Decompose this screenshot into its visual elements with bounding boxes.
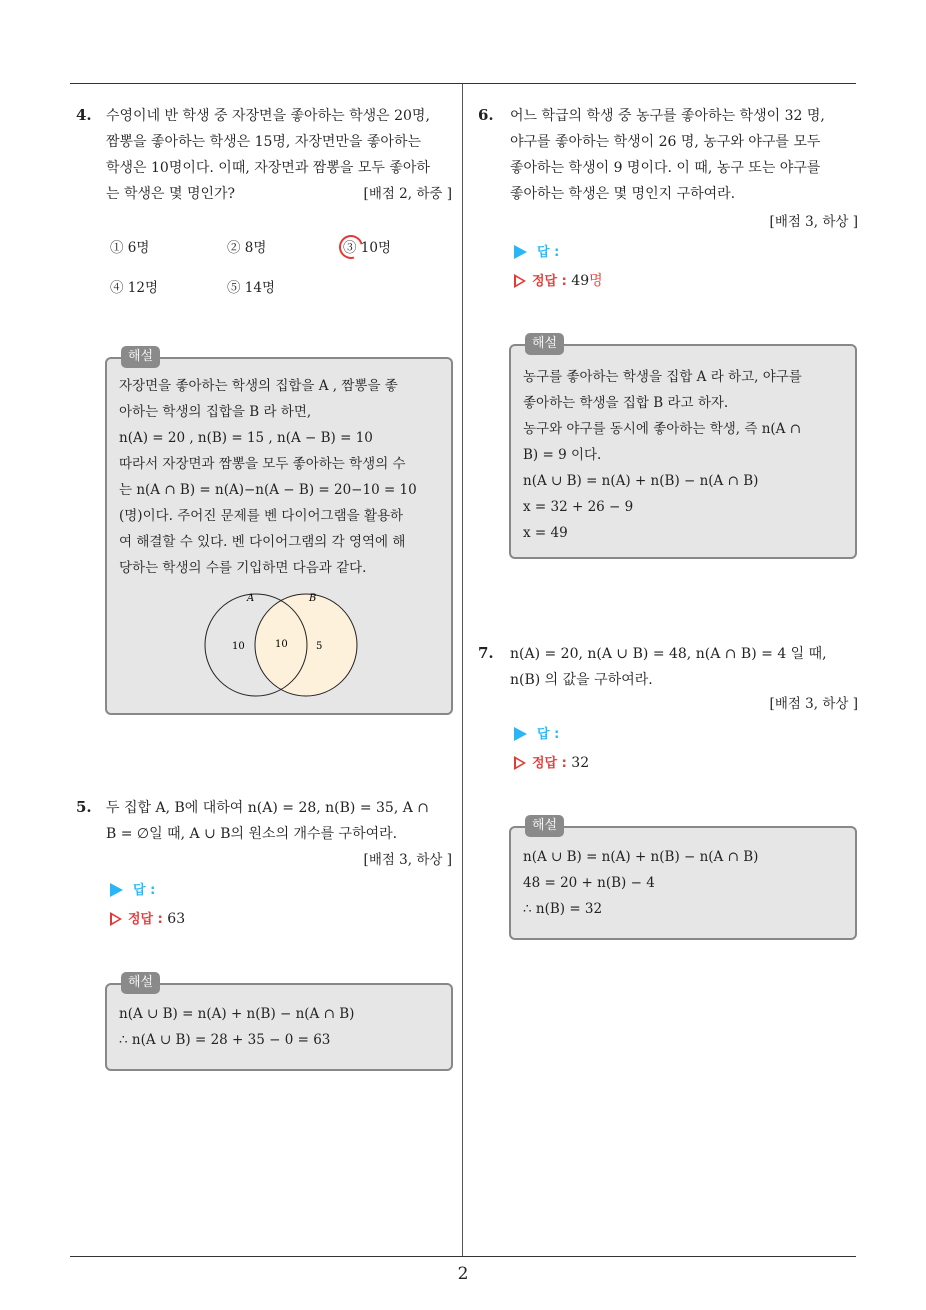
problem-6-line: 야구를 좋아하는 학생이 26 명, 농구와 야구를 모두 (510, 134, 821, 150)
problem-7-line: n(B) 의 값을 구하여라. (510, 672, 653, 688)
correct-label: 정답 : (532, 756, 567, 771)
solution-line: n(A ∪ B) = n(A) + n(B) − n(A ∩ B) (523, 849, 759, 865)
problem-6-number: 6. (478, 106, 494, 124)
problem-6-points: [배점 3, 하상 ] (769, 214, 858, 230)
problem-4-solution-box (105, 349, 453, 715)
solution-line: 농구와 야구를 동시에 좋아하는 학생, 즉 n(A ∩ (523, 421, 802, 437)
problem-5-correct-row (110, 908, 185, 927)
problem-4-line: 수영이네 반 학생 중 자장면을 좋아하는 학생은 20명, (106, 108, 430, 124)
problem-7-correct-row (514, 752, 589, 771)
solution-line: 당하는 학생의 수를 기입하면 다음과 같다. (119, 560, 367, 576)
problem-7-line: n(A) = 20, n(A ∪ B) = 48, n(A ∩ B) = 4 일 때, (510, 646, 827, 662)
play-triangle-icon (514, 245, 527, 259)
problem-5-solution-text (119, 1001, 441, 1053)
problem-4-line: 짬뽕을 좋아하는 학생은 15명, 자장면만을 좋아하는 (106, 134, 421, 150)
problem-7-solution-box (509, 818, 857, 940)
solution-line: B) = 9 이다. (523, 447, 602, 463)
problem-4-solution-text (119, 373, 441, 581)
venn-diagram (199, 591, 369, 701)
solution-line: n(A) = 20 , n(B) = 15 , n(A − B) = 10 (119, 430, 373, 446)
correct-label: 정답 : (128, 912, 163, 927)
problem-7-solution-text (523, 844, 845, 922)
choice-3[interactable]: ③ 10명 (343, 240, 392, 256)
top-rule (70, 83, 856, 84)
solution-tag: 해설 (121, 346, 160, 368)
choice-1[interactable]: ① 6명 (110, 240, 150, 256)
choice-2[interactable]: ② 8명 (227, 240, 267, 256)
answer-label: 답 : (537, 727, 560, 742)
problem-6-line: 좋아하는 학생이 9 명이다. 이 때, 농구 또는 야구를 (510, 160, 821, 176)
answer-label: 답 : (537, 245, 560, 260)
solution-line: (명)이다. 주어진 문제를 벤 다이어그램을 활용하 (119, 508, 404, 524)
solution-line: 좋아하는 학생을 집합 B 라고 하자. (523, 395, 729, 411)
problem-7-text (510, 641, 860, 693)
problem-6-answer-row (514, 241, 559, 260)
problem-4-points: [배점 2, 하중 ] (363, 186, 452, 202)
solution-line: ∴ n(B) = 32 (523, 901, 603, 917)
solution-line: x = 32 + 26 − 9 (523, 499, 634, 515)
page-number: 2 (457, 1264, 469, 1284)
correct-label: 정답 : (532, 274, 567, 289)
answer-label: 답 : (133, 883, 156, 898)
correct-value: 49 (571, 273, 590, 289)
choice-4[interactable]: ④ 12명 (110, 280, 159, 296)
problem-6-solution-text (523, 364, 845, 546)
problem-7-answer-row (514, 723, 559, 742)
problem-5-solution-box (105, 975, 453, 1071)
correct-value: 63 (167, 911, 186, 927)
problem-5-text (106, 795, 456, 847)
solution-line: 자장면을 좋아하는 학생의 집합을 A , 짬뽕을 좋 (119, 378, 398, 394)
solution-line: n(A ∪ B) = n(A) + n(B) − n(A ∩ B) (523, 473, 759, 489)
solution-line: n(A ∪ B) = n(A) + n(B) − n(A ∩ B) (119, 1006, 355, 1022)
solution-line: 아하는 학생의 집합을 B 라 하면, (119, 404, 312, 420)
choice-5[interactable]: ⑤ 14명 (227, 280, 276, 296)
outline-triangle-icon (514, 756, 526, 770)
solution-line: 48 = 20 + n(B) − 4 (523, 875, 655, 891)
play-triangle-icon (110, 883, 123, 897)
problem-6-text (510, 103, 860, 207)
solution-line: x = 49 (523, 525, 568, 541)
outline-triangle-icon (514, 274, 526, 288)
solution-line: 여 해결할 수 있다. 벤 다이어그램의 각 영역에 해 (119, 534, 406, 550)
solution-tag: 해설 (525, 815, 564, 837)
solution-tag: 해설 (121, 972, 160, 994)
problem-6-solution-box (509, 336, 857, 559)
problem-4-line: 학생은 10명이다. 이때, 자장면과 짬뽕을 모두 좋아하 (106, 160, 430, 176)
problem-6-line: 좋아하는 학생은 몇 명인지 구하여라. (510, 186, 736, 202)
outline-triangle-icon (110, 912, 122, 926)
solution-line: 따라서 자장면과 짬뽕을 모두 좋아하는 학생의 수 (119, 456, 406, 472)
solution-line: ∴ n(A ∪ B) = 28 + 35 − 0 = 63 (119, 1032, 331, 1048)
problem-7-number: 7. (478, 644, 494, 662)
problem-5-line: 두 집합 A, B에 대하여 n(A) = 28, n(B) = 35, A ∩ (106, 800, 430, 816)
problem-6-line: 어느 학급의 학생 중 농구를 좋아하는 학생이 32 명, (510, 108, 825, 124)
venn-middle-value: 10 (275, 639, 288, 650)
play-triangle-icon (514, 727, 527, 741)
problem-4-number: 4. (76, 106, 92, 124)
bottom-rule (70, 1256, 856, 1257)
problem-4-line: 는 학생은 몇 명인가? (106, 186, 236, 202)
problem-5-answer-row (110, 879, 155, 898)
solution-line: 는 n(A ∩ B) = n(A)−n(A − B) = 20−10 = 10 (119, 482, 417, 498)
venn-label-b: B (309, 593, 317, 604)
problem-7-points: [배점 3, 하상 ] (769, 696, 858, 712)
problem-4-choices (110, 236, 440, 296)
problem-5-number: 5. (76, 798, 92, 816)
problem-5-line: B = ∅일 때, A ∪ B의 원소의 개수를 구하여라. (106, 826, 398, 842)
correct-unit: 명 (589, 273, 603, 289)
solution-tag: 해설 (525, 333, 564, 355)
venn-left-value: 10 (232, 641, 245, 652)
column-divider (462, 84, 463, 1256)
venn-right-value: 5 (316, 641, 323, 652)
venn-label-a: A (247, 593, 255, 604)
problem-6-correct-row (514, 270, 603, 290)
correct-value: 32 (571, 755, 590, 771)
solution-line: 농구를 좋아하는 학생을 집합 A 라 하고, 야구를 (523, 369, 802, 385)
problem-5-points: [배점 3, 하상 ] (363, 852, 452, 868)
